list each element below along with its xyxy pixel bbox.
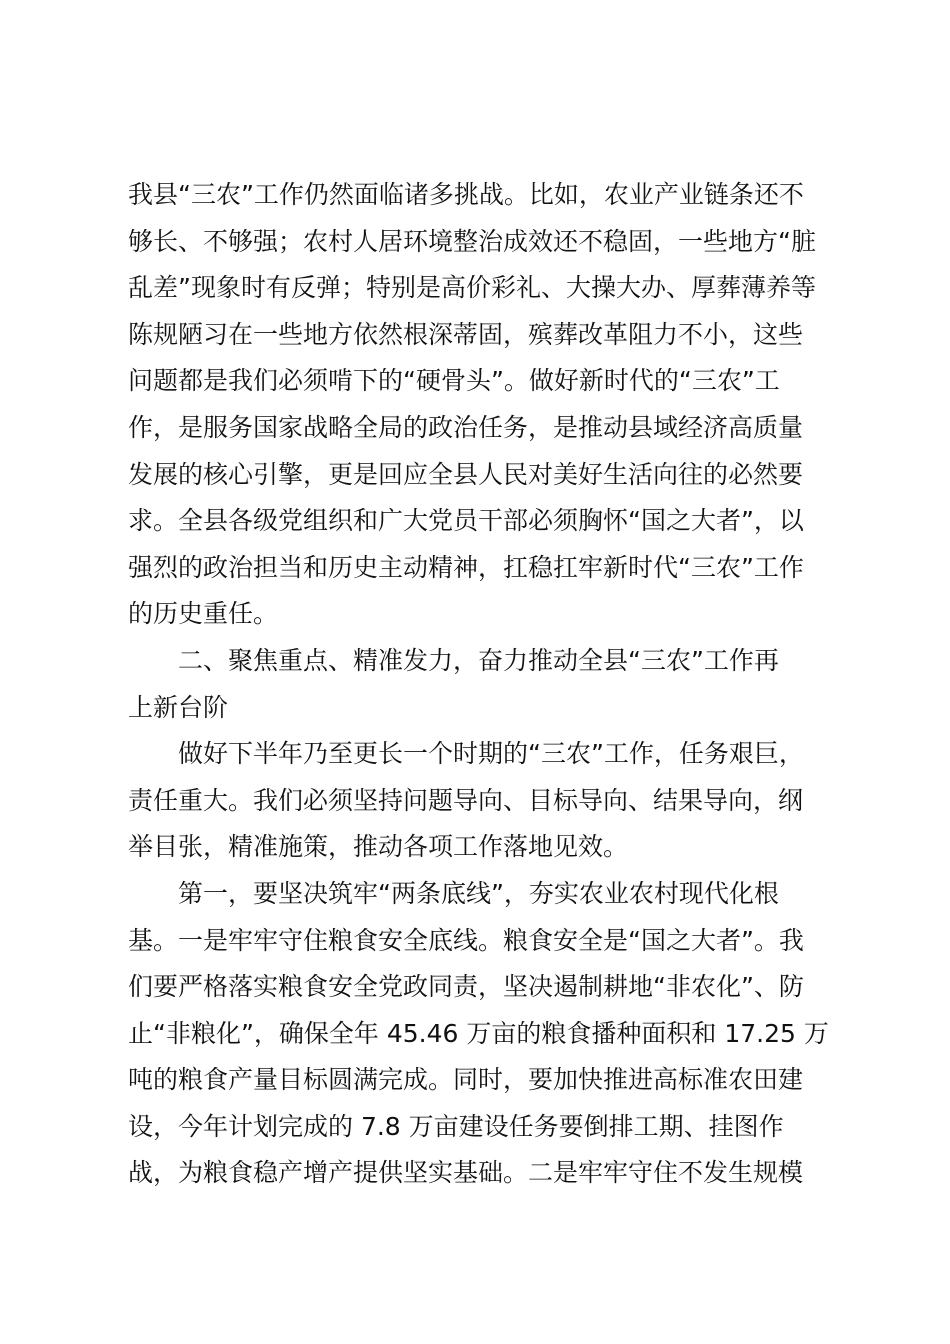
paragraph-line: 责任重大。我们必须坚持问题导向、目标导向、结果导向，纲 [128, 785, 804, 815]
paragraph-line: 陈规陋习在一些地方依然根深蒂固，殡葬改革阻力不小，这些 [128, 319, 804, 349]
paragraph-line: 基。一是牢牢守住粮食安全底线。粮食安全是“国之大者”。我 [128, 925, 804, 955]
paragraph-line: 作，是服务国家战略全局的政治任务，是推动县域经济高质量 [128, 412, 804, 442]
paragraph-line: 们要严格落实粮食安全党政同责，坚决遏制耕地“非农化”、防 [128, 972, 804, 1002]
paragraph-line: 做好下半年乃至更长一个时期的“三农”工作，任务艰巨， [128, 739, 804, 769]
paragraph-line: 举目张，精准施策，推动各项工作落地见效。 [128, 832, 629, 862]
paragraph-line: 设，今年计划完成的 7.8 万亩建设任务要倒排工期、挂图作 [128, 1111, 784, 1141]
document-body [128, 172, 828, 1197]
paragraph-line: 求。全县各级党组织和广大党员干部必须胸怀“国之大者”，以 [128, 506, 804, 536]
paragraph-line: 乱差”现象时有反弹；特别是高价彩礼、大操大办、厚葬薄养等 [128, 273, 816, 303]
paragraph-line: 止“非粮化”，确保全年 45.46 万亩的粮食播种面积和 17.25 万 [128, 1018, 829, 1048]
paragraph-line: 问题都是我们必须啃下的“硬骨头”。做好新时代的“三农”工 [128, 366, 780, 396]
section-heading-line: 二、聚焦重点、精准发力，奋力推动全县“三农”工作再 [128, 645, 779, 675]
paragraph-line: 够长、不够强；农村人居环境整治成效还不稳固，一些地方“脏 [128, 226, 816, 256]
paragraph-line: 的历史重任。 [128, 599, 279, 629]
paragraph-line: 第一，要坚决筑牢“两条底线”，夯实农业农村现代化根 [128, 878, 779, 908]
paragraph-line: 我县“三农”工作仍然面临诸多挑战。比如，农业产业链条还不 [128, 180, 804, 209]
section-heading-line: 上新台阶 [128, 692, 229, 722]
paragraph-line: 强烈的政治担当和历史主动精神，扛稳扛牢新时代“三农”工作 [128, 552, 804, 582]
paragraph-line: 战，为粮食稳产增产提供坚实基础。二是牢牢守住不发生规模 [128, 1158, 804, 1188]
paragraph-line: 吨的粮食产量目标圆满完成。同时，要加快推进高标准农田建 [128, 1065, 804, 1095]
paragraph-line: 发展的核心引擎，更是回应全县人民对美好生活向往的必然要 [128, 459, 804, 489]
